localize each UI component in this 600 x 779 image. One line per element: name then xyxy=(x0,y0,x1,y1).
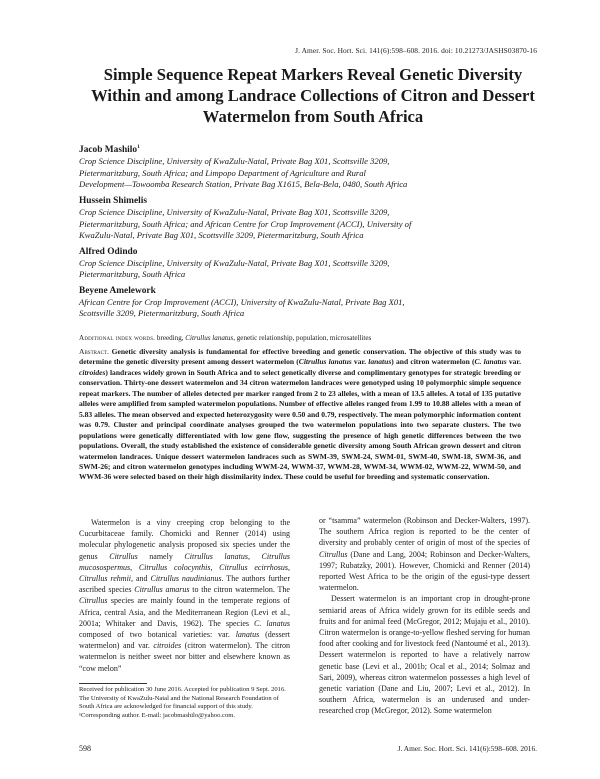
author-name: Hussein Shimelis xyxy=(79,195,147,206)
author-block xyxy=(79,285,529,320)
author-affiliation: Crop Science Discipline, University of KwaZulu-Natal, Private Bag X01, Scottsville 3209, Pietermaritzburg, South Africa; and African Centre for Crop Improvement (ACCI), University of KwaZulu-Natal, Private Bag X01, Scottsville 3209, Pietermaritzburg, South Africa xyxy=(79,206,412,241)
keywords-label: Additional index words. xyxy=(79,334,156,342)
footnote-divider xyxy=(79,683,147,684)
body-paragraph: Dessert watermelon is an important crop in drought-prone semiarid areas of Africa widely grown for its edible seeds and fruits and for animal feed (McGregor, 2012; Mujaju et al., 2010). Citron watermelon is orange-to-yellow fleshed serving for human food after cooking and for livestock feed (Nantoumé et al., 2013). Dessert watermelon is reported to have a relatively narrow genetic base (Levi et al., 2001b; Ocal et al., 2014; Solmaz and Sari, 2009), whereas citron watermelon possesses a high level of genetic variation (Dane and Liu, 2007; Levi et al., 2012). In southern Africa, watermelon is an underused and under-researched crop (McGregor, 2012). Some watermelon xyxy=(319,594,530,716)
body-paragraph: Watermelon is a viny creeping crop belonging to the Cucurbitaceae family. Chomicki and Renner (2014) using molecular phylogenetic analysis proposed six species under the genus Citrullus namely Citrullus lanatus, Citrullus mucosospermus, Citrullus colocynthis, Citrullus ecirrhosus, Citrullus rehmii, and Citrullus naudinianus. The authors further ascribed species Citrullus amarus to the citron watermelon. The Citrullus species are mainly found in the temperate regions of Africa, central Asia, and the Mediterranean Region (Levi et al., 2001a; Whitaker and Davis, 1962). The species C. lanatus composed of two botanical varieties: var. lanatus (dessert watermelon) and var. citroides (citron watermelon). The citron watermelon is neither sweet nor bitter and elsewhere known as “cow melon” xyxy=(79,518,291,673)
author-name: Alfred Odindo xyxy=(79,246,138,257)
author-block xyxy=(79,141,529,191)
page-number: 598 xyxy=(79,744,91,753)
keywords-line: Additional index words. breeding, Citrullus lanatus, genetic relationship, population, microsatellites xyxy=(79,334,372,342)
footnotes: Received for publication 30 June 2016. Accepted for publication 9 Sept. 2016. The University of KwaZulu-Natal and the National Research Foundation of South Africa are acknowledged for financial support of this study. ¹Corresponding author. E-mail: jacobmashilo@yahoo.com. xyxy=(79,686,286,719)
author-name: Jacob Mashilo$^1$ xyxy=(79,144,140,156)
abstract-label: Abstract. xyxy=(79,347,109,356)
body-column-right xyxy=(319,515,530,717)
abstract: Abstract. Genetic diversity analysis is fundamental for effective breeding and genetic conservation. The objective of this study was to determine the genetic diversity present among dessert watermelon (Citrullus lanatus var. lanatus) and citron watermelon (C. lanatus var. citroides) landraces widely grown in South Africa and to select genetically diverse and complimentary genotypes for strategic breeding or conservation. Thirty-one dessert watermelon and 34 citron watermelon landraces were genotyped using 10 polymorphic simple sequence repeat markers. The number of alleles detected per marker ranged from 2 to 23 alleles, with a mean of 13.5 alleles. A total of 135 putative alleles were amplified from sampled watermelon populations. Number of effective alleles ranged from 1.99 to 10.88 alleles with a mean of 5.83 alleles. The mean observed and expected heterozygosity were 0.50 and 0.79, respectively. The mean polymorphic information content was 0.79. Cluster and principal coordinate analyses grouped the two watermelon populations into two separate clusters. The two populations were genetically differentiated with low gene flow, suggesting the presence of high genetic differences between the two populations. Overall, the study established the existence of considerable genetic diversity among South African grown dessert and citron watermelon landraces. Unique dessert watermelon landraces such as SWM-39, SWM-24, SWM-01, SWM-40, SWM-18, SWM-36, and SWM-26; and citron watermelon genotypes including WWM-24, WWM-37, WWM-28, WWM-34, WWM-02, WWM-22, WWM-50, and WWM-36 were selected based on their high dissimilarity index. These could be useful for breeding and systematic conservation. xyxy=(79,347,521,482)
journal-citation-header: J. Amer. Soc. Hort. Sci. 141(6):598–608. 2016. doi: 10.21273/JASHS03870-16 xyxy=(295,46,537,55)
author-affiliation: Crop Science Discipline, University of KwaZulu-Natal, Private Bag X01, Scottsville 3209, Pietermaritzburg, South Africa; and Limpopo Department of Agriculture and Rural Development—Towoomba Research Station, Private Bag X1615, Bela-Bela, 0480, South Africa xyxy=(79,156,408,190)
footer-journal-citation: J. Amer. Soc. Hort. Sci. 141(6):598–608. 2016. xyxy=(397,744,537,753)
article-title: Simple Sequence Repeat Markers Reveal Genetic Diversity Within and among Landrace Collections of Citron and Dessert Watermelon from South Africa xyxy=(91,65,535,126)
author-affiliation: Crop Science Discipline, University of KwaZulu-Natal, Private Bag X01, Scottsville 3209, Pietermaritzburg, South Africa xyxy=(79,257,390,280)
corresponding-marker: 1 xyxy=(137,144,140,150)
author-affiliation: African Centre for Crop Improvement (ACCI), University of KwaZulu-Natal, Private Bag X01, Scottsville 3209, Pietermaritzburg, South Africa xyxy=(79,296,405,319)
author-name: Beyene Amelework xyxy=(79,285,156,296)
author-list xyxy=(79,141,529,324)
body-column-left xyxy=(79,517,290,674)
body-paragraph: or “tsamma” watermelon (Robinson and Decker-Walters, 1997). The southern Africa region is reported to be the center of diversity and probably center of origin of most of the species of Citrullus (Dane and Lang, 2004; Robinson and Decker-Walters, 1997; Rubatzky, 2001). However, Chomicki and Renner (2014) reported West Africa to be the origin of the egusi-type dessert watermelon. xyxy=(319,516,530,593)
author-block xyxy=(79,195,529,242)
author-block xyxy=(79,246,529,281)
